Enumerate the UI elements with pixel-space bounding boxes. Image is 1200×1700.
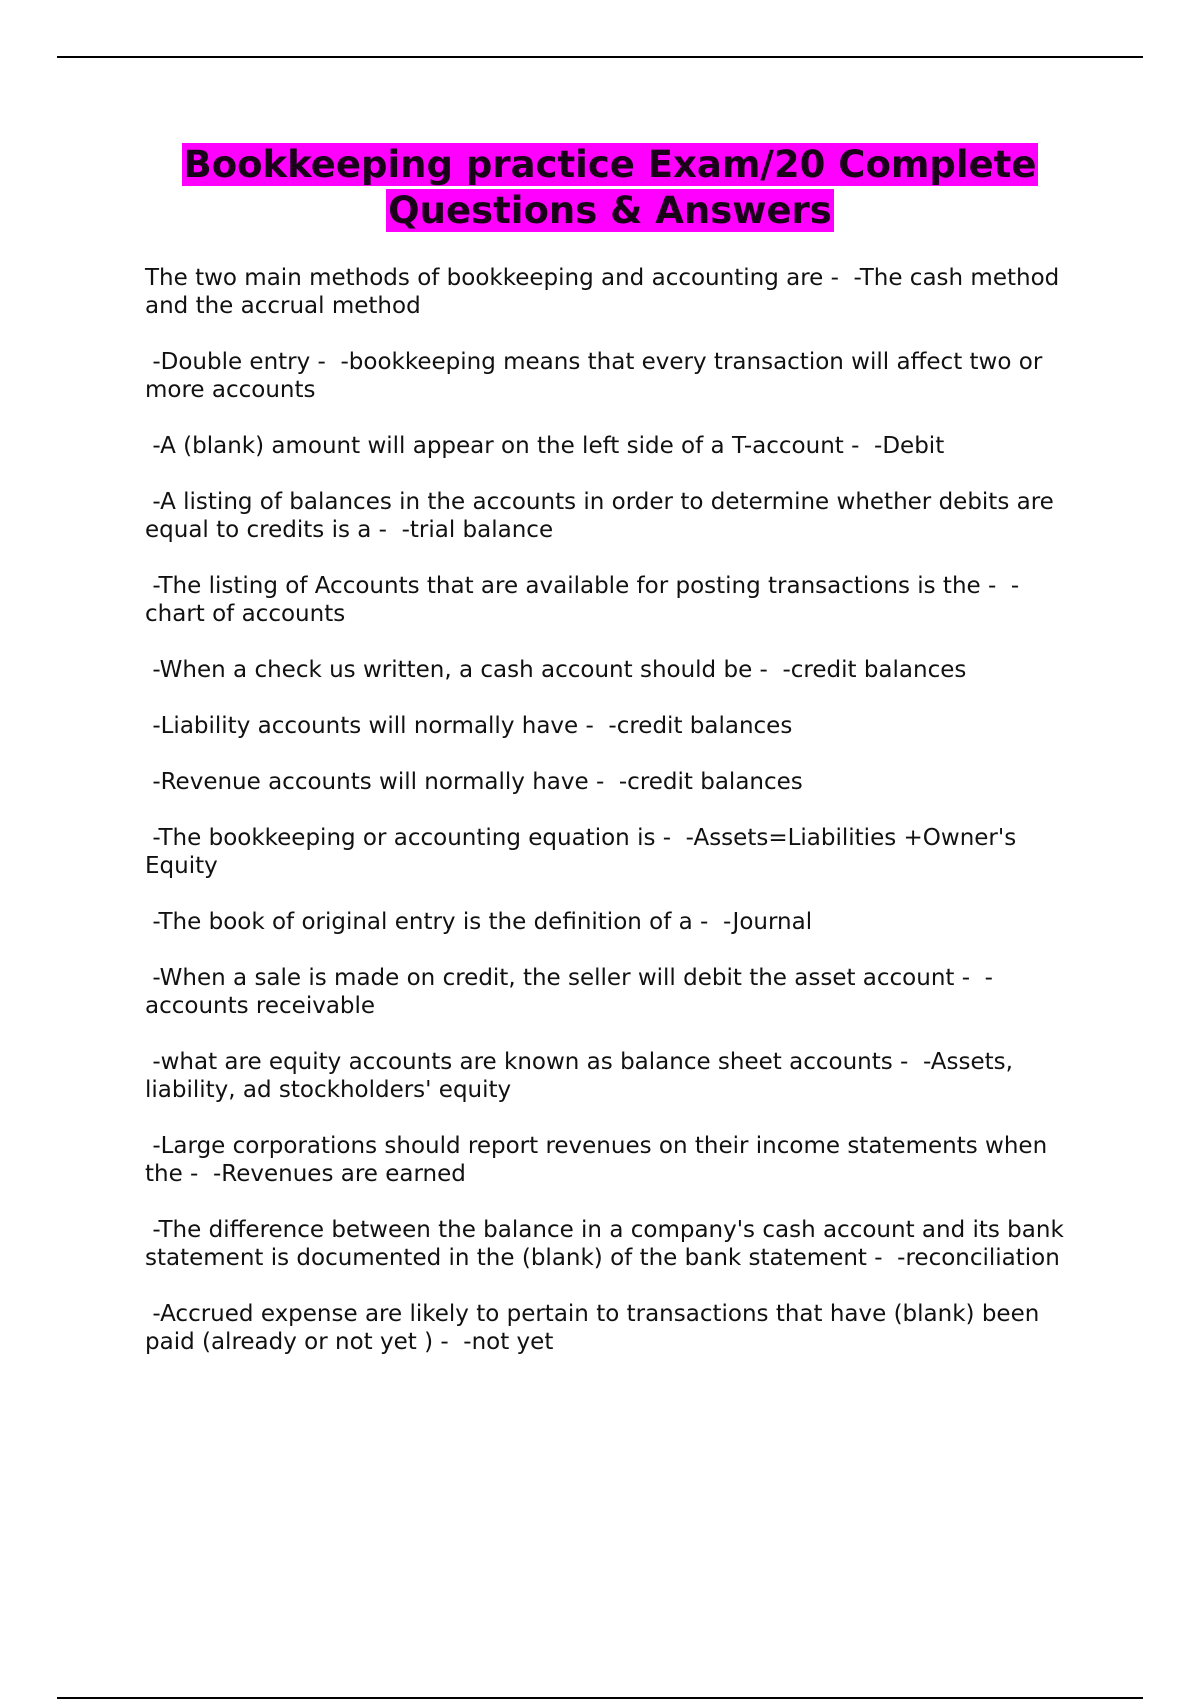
qa-item: The two main methods of bookkeeping and accounting are - -The cash method and the accrual method [145, 265, 1067, 319]
qa-list [145, 264, 1075, 1384]
qa-item: -The bookkeeping or accounting equation is - -Assets=Liabilities +Owner's Equity [145, 825, 1024, 879]
bottom-rule [57, 1697, 1143, 1699]
qa-item: -A (blank) amount will appear on the left side of a T-account - -Debit [145, 433, 945, 459]
qa-item: -Accrued expense are likely to pertain to transactions that have (blank) been paid (already or not yet ) - -not yet [145, 1301, 1047, 1355]
title-line-1: Bookkeeping practice Exam/20 Complete [183, 143, 1037, 186]
qa-item: -The listing of Accounts that are available for posting transactions is the - -chart of accounts [145, 573, 1020, 627]
qa-item: -Liability accounts will normally have - -credit balances [145, 713, 793, 739]
qa-item: -Large corporations should report revenues on their income statements when the - -Revenues are earned [145, 1133, 1055, 1187]
qa-item: -A listing of balances in the accounts in order to determine whether debits are equal to credits is a - -trial balance [145, 489, 1062, 543]
qa-item: -When a sale is made on credit, the seller will debit the asset account - -accounts receivable [145, 965, 993, 1019]
qa-item: -Double entry - -bookkeeping means that every transaction will affect two or more accounts [145, 349, 1050, 403]
qa-item: -The difference between the balance in a company's cash account and its bank statement is documented in the (blank) of the bank statement - -reconciliation [145, 1217, 1072, 1271]
qa-item: -Revenue accounts will normally have - -credit balances [145, 769, 803, 795]
top-rule [57, 56, 1143, 58]
qa-item: -The book of original entry is the definition of a - -Journal [145, 909, 813, 935]
title-line-2: Questions & Answers [388, 189, 832, 232]
qa-item: -When a check us written, a cash account should be - -credit balances [145, 657, 967, 683]
document-title [140, 142, 1080, 234]
qa-item: -what are equity accounts are known as balance sheet accounts - -Assets, liability, ad stockholders' equity [145, 1049, 1021, 1103]
